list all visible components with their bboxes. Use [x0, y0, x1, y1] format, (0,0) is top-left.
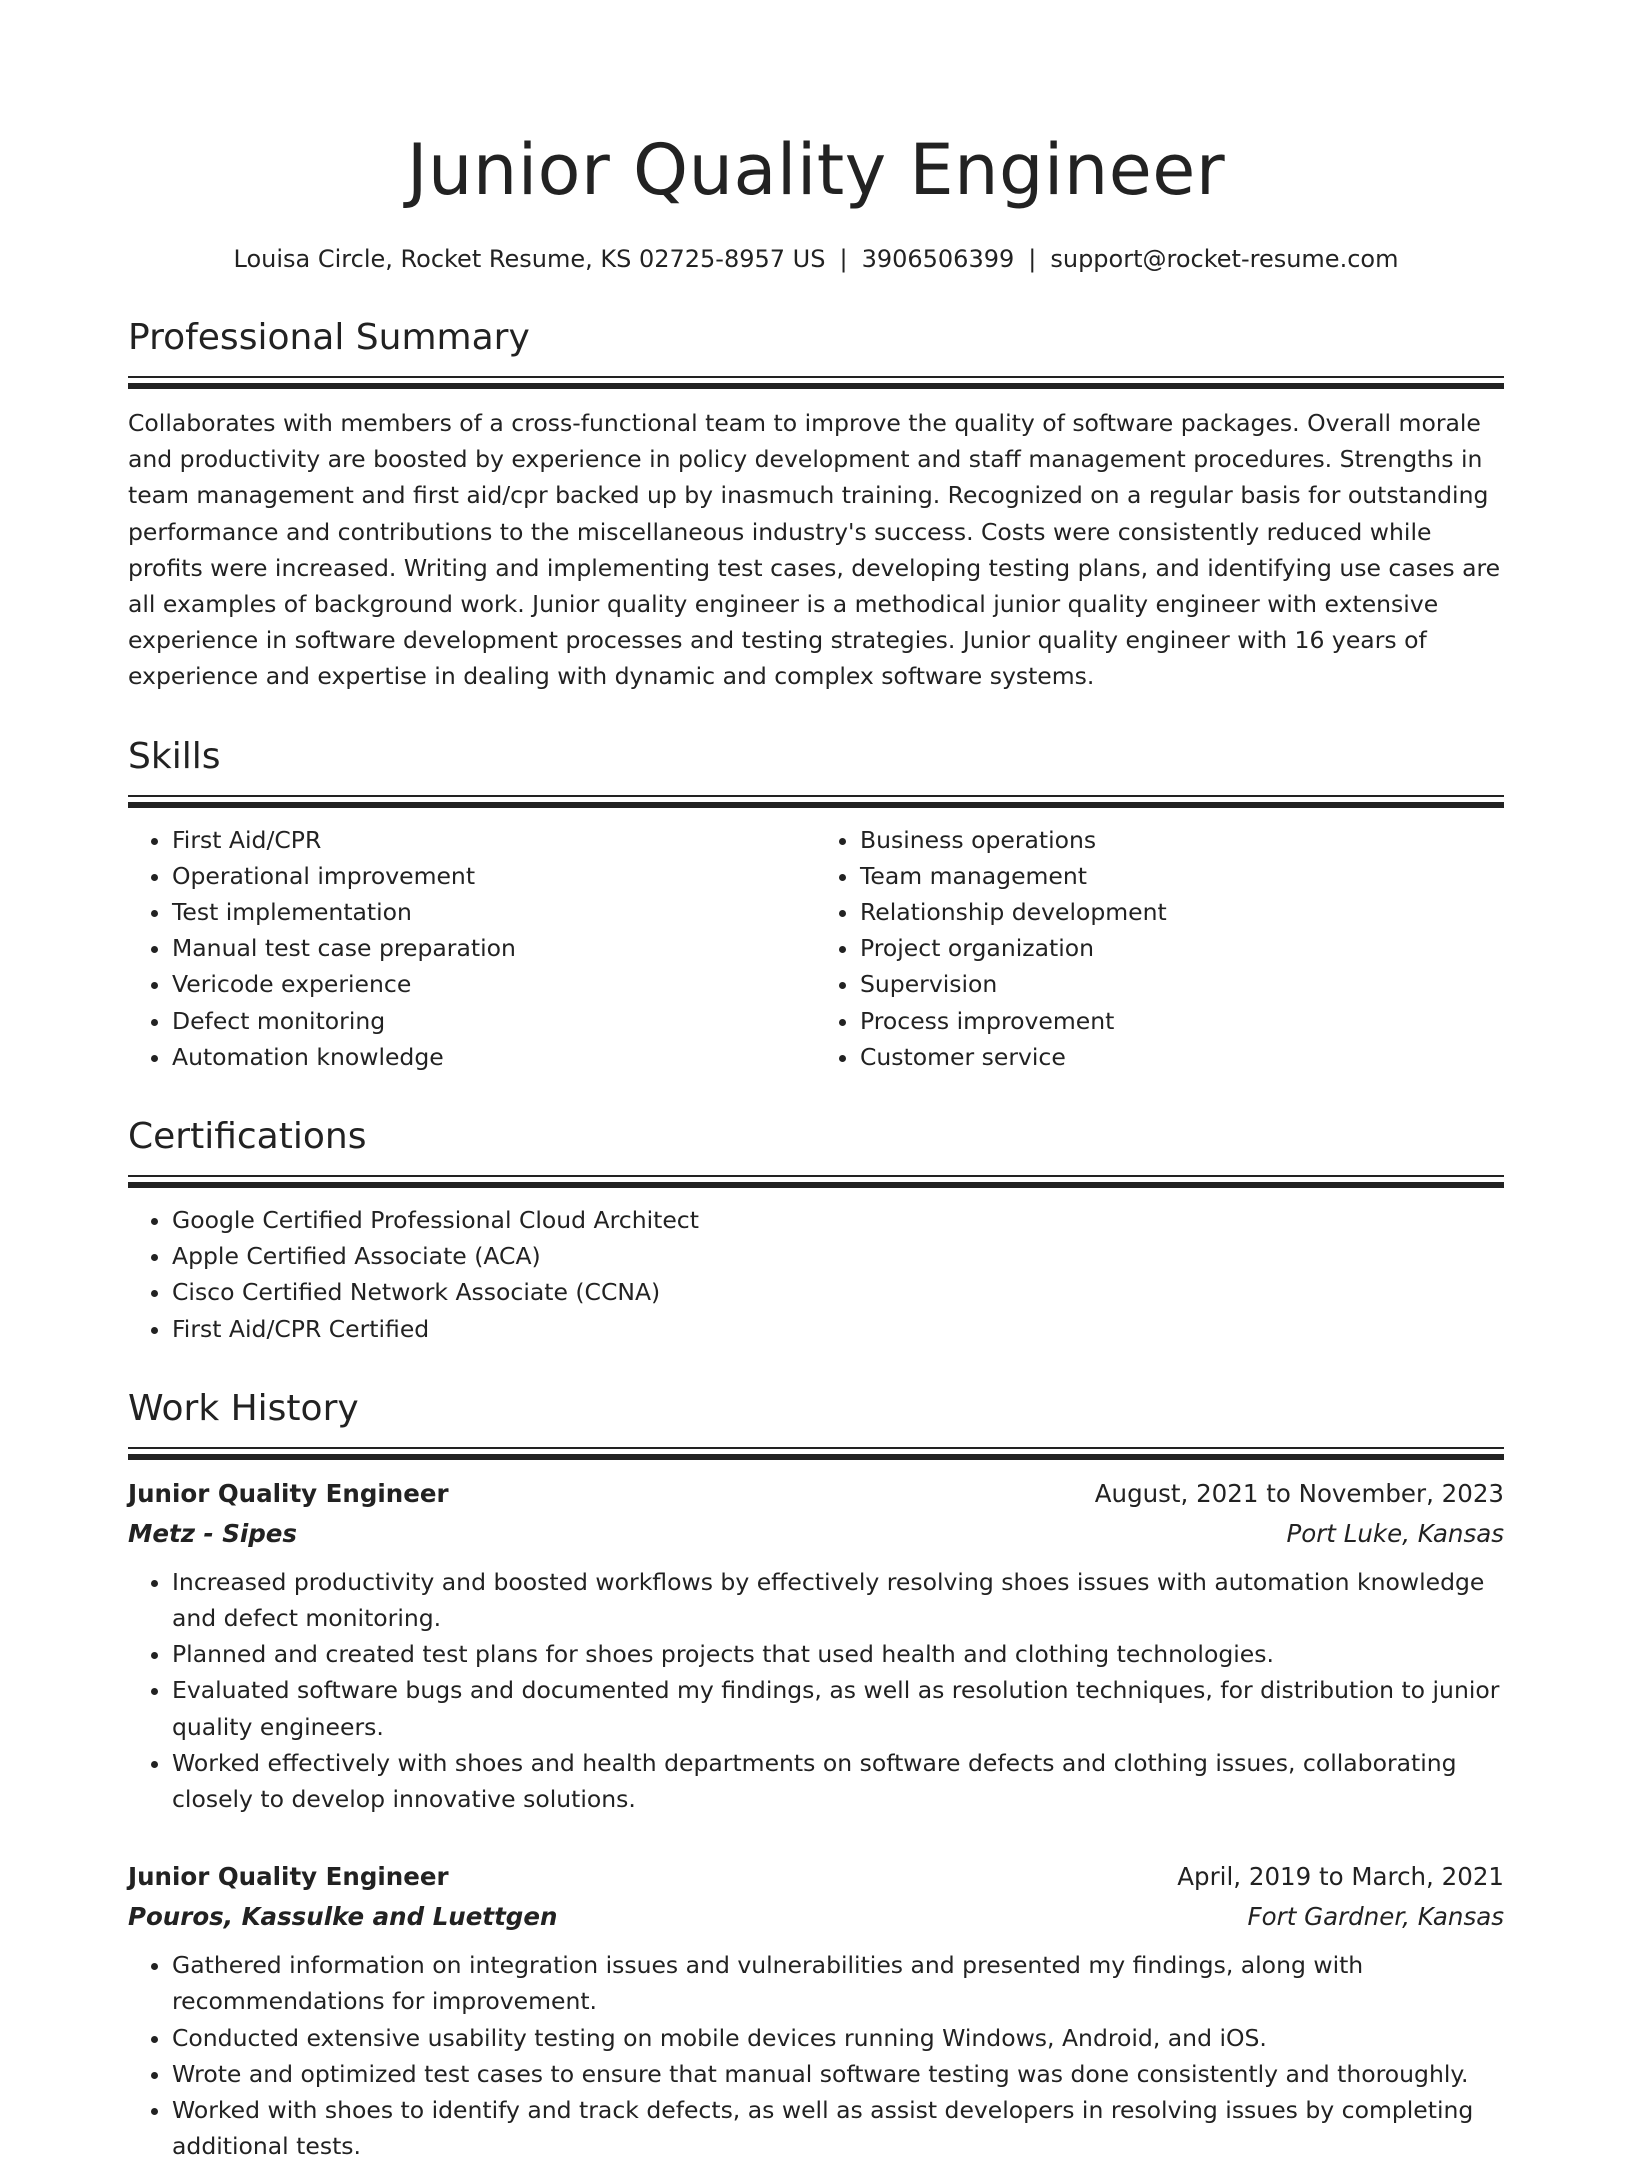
job-bullet: • Conducted extensive usability testing on mobile devices running Windows, Android, and iOS.	[172, 2020, 1504, 2056]
skill-item: • Project organization	[860, 930, 1504, 966]
certification-item: • Cisco Certified Network Associate (CCNA)	[172, 1274, 1504, 1310]
section-title-summary: Professional Summary	[128, 317, 530, 358]
job-bullet: • Wrote and optimized test cases to ensure that manual software testing was done consistently and thoroughly.	[172, 2056, 1504, 2092]
certification-item: • Google Certified Professional Cloud Architect	[172, 1202, 1504, 1238]
work-history-section	[128, 1387, 1504, 2165]
job-bullet: • Increased productivity and boosted workflows by effectively resolving shoes issues with automation knowledge and defect monitoring.	[172, 1564, 1504, 1636]
certification-item: • First Aid/CPR Certified	[172, 1311, 1504, 1347]
skill-item: • Business operations	[860, 822, 1504, 858]
job-bullets	[128, 1564, 1504, 1817]
job-bullet: • Worked with shoes to identify and track defects, as well as assist developers in resolving issues by completing additional tests.	[172, 2092, 1504, 2164]
section-divider	[128, 383, 1504, 389]
section-divider	[128, 1454, 1504, 1460]
skill-item: • Team management	[860, 858, 1504, 894]
contact-line	[128, 242, 1504, 276]
job-header-row	[128, 1474, 1504, 1514]
job-bullet: • Planned and created test plans for shoes projects that used health and clothing technologies.	[172, 1636, 1504, 1672]
skill-item: • Test implementation	[172, 894, 816, 930]
job-bullet: • Gathered information on integration issues and vulnerabilities and presented my findings, along with recommendations for improvement.	[172, 1947, 1504, 2019]
job-employer-row	[128, 1514, 1504, 1554]
job-title: Junior Quality Engineer	[128, 1862, 449, 1892]
section-title-certifications: Certifications	[128, 1116, 367, 1158]
job-header-row	[128, 1857, 1504, 1897]
skill-item: • Vericode experience	[172, 966, 816, 1002]
skill-item: • Automation knowledge	[172, 1039, 816, 1075]
skill-item: • First Aid/CPR	[172, 822, 816, 858]
skill-item: • Manual test case preparation	[172, 930, 816, 966]
section-title-work-history: Work History	[128, 1387, 359, 1429]
skill-item: • Defect monitoring	[172, 1003, 816, 1039]
job-location: Fort Gardner, Kansas	[1247, 1902, 1504, 1932]
job-employer-row	[128, 1897, 1504, 1937]
contact-phone: 3906506399	[861, 245, 1015, 273]
job-title: Junior Quality Engineer	[128, 1478, 449, 1508]
skills-list-left	[128, 822, 816, 1075]
job-dates: April, 2019 to March, 2021	[1177, 1862, 1504, 1892]
job-location: Port Luke, Kansas	[1286, 1518, 1504, 1548]
contact-separator: |	[839, 245, 848, 273]
contact-address: Louisa Circle, Rocket Resume, KS 02725-8957 US	[233, 245, 826, 273]
skills-columns	[128, 808, 1504, 1075]
skills-section	[128, 735, 1504, 1075]
section-title-skills: Skills	[128, 735, 221, 777]
section-divider	[128, 376, 1504, 378]
section-divider	[128, 795, 1504, 797]
job-entry	[128, 1474, 1504, 1817]
certification-item: • Apple Certified Associate (ACA)	[172, 1238, 1504, 1274]
job-company: Metz - Sipes	[128, 1518, 297, 1548]
job-company: Pouros, Kassulke and Luettgen	[128, 1902, 558, 1932]
summary-section	[128, 316, 1504, 695]
skill-item: • Operational improvement	[172, 858, 816, 894]
section-divider	[128, 1447, 1504, 1449]
skill-item: • Supervision	[860, 966, 1504, 1002]
job-entry	[128, 1857, 1504, 2164]
job-bullet: • Worked effectively with shoes and health departments on software defects and clothing issues, collaborating closely to develop innovative solutions.	[172, 1745, 1504, 1817]
contact-separator: |	[1028, 245, 1037, 273]
skill-item: • Customer service	[860, 1039, 1504, 1075]
certifications-section	[128, 1115, 1504, 1347]
section-divider	[128, 1175, 1504, 1177]
job-bullet: • Evaluated software bugs and documented my findings, as well as resolution techniques, for distribution to junior quality engineers.	[172, 1672, 1504, 1744]
skills-list-right	[816, 822, 1504, 1075]
section-divider	[128, 1182, 1504, 1188]
job-bullets	[128, 1947, 1504, 2164]
resume-name: Junior Quality Engineer	[406, 129, 1226, 211]
contact-email: support@rocket-resume.com	[1050, 245, 1399, 273]
certifications-list	[128, 1202, 1504, 1347]
skill-item: • Relationship development	[860, 894, 1504, 930]
job-dates: August, 2021 to November, 2023	[1094, 1478, 1504, 1508]
summary-text: Collaborates with members of a cross-functional team to improve the quality of software packages. Overall morale and productivity are boosted by experience in policy development and staff management procedures. Strengths in team management and first aid/cpr backed up by inasmuch training. Recognized on a regular basis for outstanding performance and contributions to the miscellaneous industry's success. Costs were consistently reduced while profits were increased. Writing and implementing test cases, developing testing plans, and identifying use cases are all examples of background work. Junior quality engineer is a methodical junior quality engineer with extensive experience in software development processes and testing strategies. Junior quality engineer with 16 years of experience and expertise in dealing with dynamic and complex software systems.	[128, 409, 1501, 691]
skill-item: • Process improvement	[860, 1003, 1504, 1039]
